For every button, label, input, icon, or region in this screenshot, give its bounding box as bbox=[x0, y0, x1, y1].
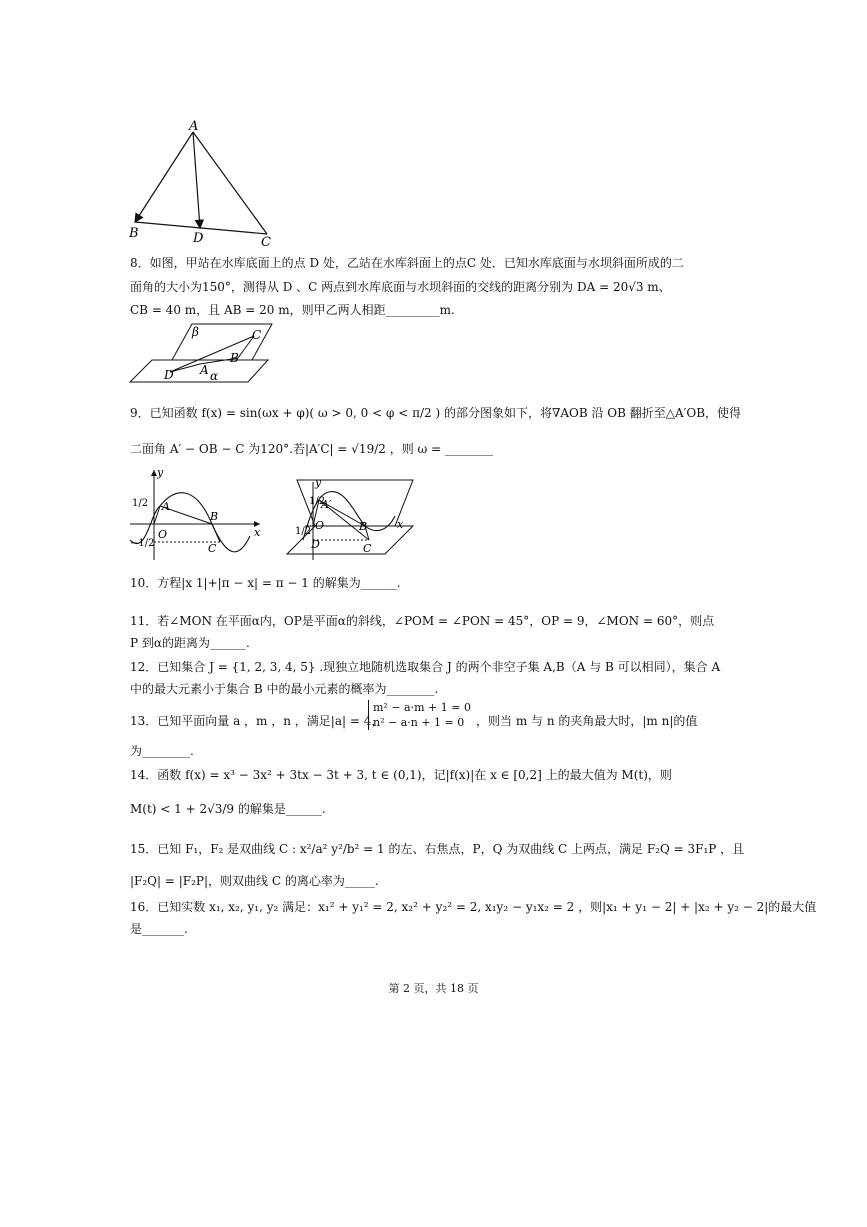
tick-half-lower: 1/2 bbox=[295, 526, 312, 537]
label-B: B bbox=[129, 226, 139, 241]
label-D: D bbox=[193, 231, 204, 246]
tick-half: 1/2 bbox=[309, 496, 326, 507]
label-A: A bbox=[162, 500, 170, 513]
label-D: D bbox=[164, 368, 174, 382]
q9-line2: 二面角 A′ − OB − C 为120°.若|A′C| = √19/2 ，则 ω = ________ bbox=[130, 442, 493, 456]
q8-line2: 面角的大小为150°，测得从 D 、C 两点到水库底面与水坝斜面的交线的距离分别为 DA = 20√3 m、 bbox=[130, 280, 671, 294]
label-O: O bbox=[158, 528, 168, 541]
q12-line2: 中的最大元素小于集合 B 中的最小元素的概率为________. bbox=[130, 682, 439, 696]
axis-x: x bbox=[397, 518, 404, 531]
label-A: A bbox=[200, 363, 209, 377]
q12-line1: 12．已知集合 J = {1, 2, 3, 4, 5} .现独立地随机选取集合 J 的两个非空子集 A,B（A 与 B 可以相同），集合 A bbox=[130, 660, 721, 674]
q16-line1: 16．已知实数 x₁, x₂, y₁, y₂ 满足：x₁² + y₁² = 2, x₂² + y₂² = 2, x₁y₂ − y₁x₂ = 2 ，则|x₁ + y₁ − 2| + |x₂ + y₂ − 2|的最大值 bbox=[130, 900, 817, 914]
axis-y: y bbox=[157, 466, 164, 479]
q13-system bbox=[368, 700, 471, 730]
label-C: C bbox=[261, 235, 271, 250]
axis-y: y bbox=[315, 476, 322, 489]
tick-neg-half: −1/2 bbox=[130, 538, 155, 549]
label-D: D bbox=[311, 538, 320, 551]
q13-sys2: n² − a·n + 1 = 0 bbox=[373, 716, 465, 729]
folded-graph bbox=[283, 474, 423, 566]
axis-x: x bbox=[254, 526, 261, 539]
q13-line1b: ，则当 m 与 n 的夹角最大时，|m n|的值 bbox=[476, 714, 698, 728]
q8-line3: CB = 40 m，且 AB = 20 m，则甲乙两人相距_________m. bbox=[130, 303, 455, 317]
q15-line2: |F₂Q| = |F₂P|，则双曲线 C 的离心率为_____. bbox=[130, 874, 379, 888]
label-O: O bbox=[315, 519, 325, 532]
label-C: C bbox=[208, 542, 217, 555]
q14-line1: 14．函数 f(x) = x³ − 3x² + 3tx − 3t + 3, t ∈ (0,1)，记|f(x)|在 x ∈ [0,2] 上的最大值为 M(t)，则 bbox=[130, 768, 672, 782]
label-C: C bbox=[252, 328, 262, 342]
q11-line2: P 到α的距离为______. bbox=[130, 636, 250, 650]
q9-line1: 9．已知函数 f(x) = sin(ωx + φ)( ω > 0, 0 < φ < π/2 ) 的部分图象如下，将∇AOB 沿 OB 翻折至△A′OB，使得 bbox=[130, 406, 742, 420]
dam-figure bbox=[128, 320, 278, 386]
q13-sys1: m² − a·m + 1 = 0 bbox=[373, 701, 471, 714]
q13-line2: 为________. bbox=[130, 744, 194, 758]
sine-graph bbox=[126, 466, 266, 562]
label-B: B bbox=[230, 351, 239, 365]
label-alpha: α bbox=[210, 369, 219, 383]
label-B: B bbox=[210, 510, 219, 523]
label-A-prime: A′ bbox=[321, 498, 332, 511]
label-A: A bbox=[189, 119, 199, 134]
q11-line1: 11．若∠MON 在平面α内，OP是平面α的斜线，∠POM = ∠PON = 45°，OP = 9，∠MON = 60°，则点 bbox=[130, 614, 715, 628]
triangle-figure bbox=[125, 118, 285, 250]
label-B: B bbox=[359, 520, 368, 533]
q15-line1: 15．已知 F₁，F₂ 是双曲线 C : x²/a² y²/b² = 1 的左、右焦点，P，Q 为双曲线 C 上两点，满足 F₂Q = 3F₁P ，且 bbox=[130, 842, 745, 856]
tick-half: 1/2 bbox=[132, 498, 149, 509]
q16-line2: 是_______. bbox=[130, 922, 188, 936]
page-footer: 第 2 页，共 18 页 bbox=[388, 982, 479, 995]
q14-line2: M(t) < 1 + 2√3/9 的解集是______. bbox=[130, 802, 326, 816]
q13-line1a: 13．已知平面向量 a ，m ，n ，满足|a| = 4， bbox=[130, 714, 384, 728]
label-C: C bbox=[363, 542, 372, 555]
q10-text: 10．方程|x 1|+|π − x| = π − 1 的解集为______. bbox=[130, 576, 401, 590]
label-beta: β bbox=[192, 325, 199, 339]
q8-line1: 8．如图，甲站在水库底面上的点 D 处，乙站在水库斜面上的点C 处．已知水库底面与水坝斜面所成的二 bbox=[130, 256, 684, 270]
